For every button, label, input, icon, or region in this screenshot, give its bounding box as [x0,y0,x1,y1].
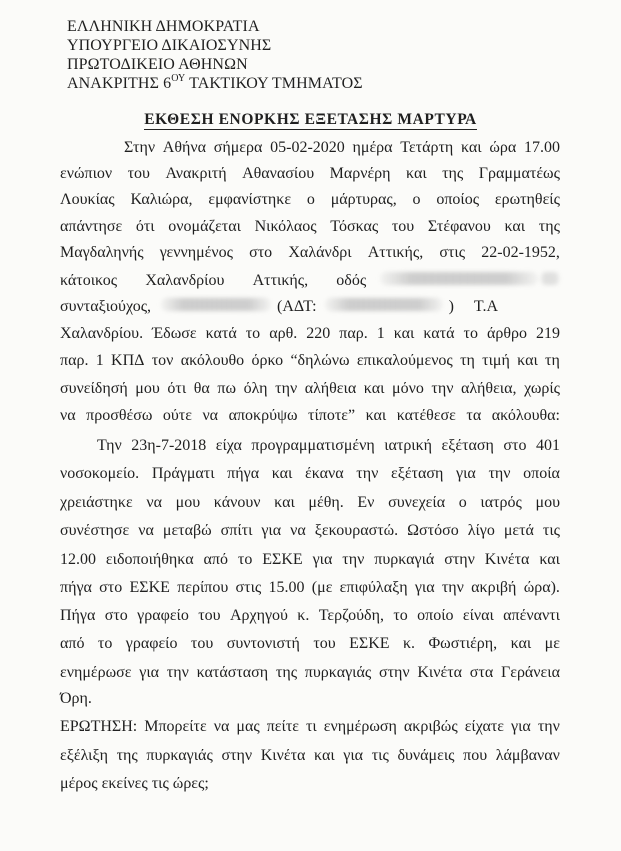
word: επιφύλαξη [339,579,408,596]
word: την [275,380,298,397]
word: από [203,551,228,568]
word: να [213,718,230,735]
word: εξέλιξη [60,747,108,764]
question-line [60,718,560,736]
word: Γεράνεια [500,664,560,681]
word: του [198,607,221,624]
word: 220 [306,325,331,342]
word: Στην [124,139,156,156]
word: Αθανασίου [242,165,315,182]
word: κατά [205,325,237,342]
word: την [441,579,464,596]
redaction-mark [161,298,271,311]
header-superscript: ΟΥ [171,72,186,84]
word: χρειάστηκε [60,494,133,511]
word: κ. [402,635,416,652]
word: 1 [95,352,104,369]
word: για [312,551,333,568]
word: Αττικής, [367,244,424,261]
header-line: ΥΠΟΥΡΓΕΙΟ ΔΙΚΑΙΟΣΥΝΗΣ [67,37,272,54]
word: και [517,352,538,369]
word: στα [469,664,494,681]
header-text: ΤΑΚΤΙΚΟΥ ΤΜΗΜΑΤΟΣ [185,75,363,92]
body-line [97,437,560,455]
word: Πήγα [60,607,96,624]
word: δυνάμεις [397,747,455,764]
word: στο [104,607,128,624]
word: αποκρύψω [228,407,298,424]
word: επικαλούμενος [356,352,453,369]
word: τον [151,352,174,369]
word: και [461,139,482,156]
word: “δηλώνω [290,352,350,369]
word: του [313,635,336,652]
body-line [60,607,560,625]
word: για [414,579,435,596]
word: και [504,218,526,235]
word: πείτε [266,718,299,735]
word: στις [235,579,262,596]
word: τις [371,747,389,764]
word: ονομάζεται [168,218,241,235]
body-line [60,579,560,597]
word: μου [135,380,160,397]
word: 219 [536,325,560,342]
word: ΕΣΚΕ [129,579,170,596]
word: σπίτι [220,522,253,539]
word: Μπορείτε [144,718,207,735]
word: της [538,218,560,235]
header-line: ΕΛΛΗΝΙΚΗ ΔΗΜΟΚΡΑΤΙΑ [67,18,260,35]
word: πυρκαγιάς [304,664,372,681]
word: για [456,465,476,482]
word: Κινέτα [260,747,306,764]
redaction-mark [325,298,443,311]
word: αλήθεια, [461,380,517,397]
word: συνέστησε [60,522,130,539]
body-line [60,325,560,343]
word: συνείδησή [60,380,128,397]
word: ιατρός [480,494,522,511]
question-line [60,747,560,765]
word: τη [545,352,560,369]
word: είναι [462,607,494,624]
word: μετά [503,522,534,539]
word: κ. [297,607,310,624]
word: μου [175,494,201,511]
word: ο [458,494,467,511]
word: ΕΣΚΕ [262,551,303,568]
word: ημέρα [352,139,393,156]
word: στο [249,244,273,261]
word: να [202,407,219,424]
word: στο [99,579,123,596]
word: μας [236,718,260,735]
word: στην [444,551,475,568]
word: το [393,607,408,624]
word: πήγα [60,579,92,596]
word: παρ. [339,325,368,342]
body-line [60,218,560,236]
word: Μαρνέρη [329,165,391,182]
word: 22-02-1952, [481,244,560,261]
word: για [139,664,160,681]
word: με [544,635,560,652]
word: πω [217,380,236,397]
word: περίπου [177,579,229,596]
word: πυρκαγιά [374,551,435,568]
body-line [60,244,560,262]
word: ο [306,191,315,208]
word: Χαλάνδρι [288,244,352,261]
word: Κινέτα [417,664,462,681]
word: Καλιώρα, [130,191,193,208]
word: τα [466,407,482,424]
word: της [116,747,138,764]
word: οδός [336,272,367,289]
word: ενημέρωση [323,718,397,735]
word: ότι [167,380,187,397]
line-text: μέρος εκείνες τις ώρες; [60,775,209,792]
word: Τετάρτη [400,139,454,156]
word: λάμβαναν [495,747,560,764]
police-dept-abbrev: Τ.Α [473,298,499,315]
word: έκανα [305,465,344,482]
occupation-text: συνταξιούχος, [60,298,152,315]
body-line [60,380,560,398]
word: για [261,522,282,539]
word: ούτε [162,407,192,424]
word: Κινέτα [484,551,530,568]
word: 05-02-2020 [270,139,345,156]
body-line [60,635,560,653]
word: (με [311,579,333,596]
word: κατέθεσε [396,407,456,424]
word: και [539,551,560,568]
word: εξέταση [390,465,444,482]
body-line [60,551,560,569]
word: απάντησε [60,218,123,235]
word: τίποτε” [308,407,356,424]
word: 23η-7-2018 [131,437,207,454]
word: και [406,165,427,182]
word: ΚΠΔ [111,352,145,369]
word: του [127,165,150,182]
word: ο [412,191,421,208]
word: τις [542,522,560,539]
word: ξεκουραστώ. [314,522,399,539]
word: να [138,522,154,539]
document-header [67,17,363,93]
body-line [60,272,560,290]
word: και [365,407,387,424]
word: και [363,380,385,397]
body-line [60,522,560,540]
word: θα [193,380,210,397]
word: 12.00 [60,551,96,568]
word: συντονιστή [226,635,300,652]
word: Φωστιέρη, [428,635,498,652]
word: στο [503,437,527,454]
word: ΕΡΩΤΗΣΗ: [60,718,138,735]
word: οποίο [417,607,454,624]
body-line [60,494,560,512]
word: την [166,664,189,681]
word: γραφείο [125,635,178,652]
word: να [290,522,306,539]
header-line: ΠΡΩΤΟΔΙΚΕΙΟ ΑΘΗΝΩΝ [67,56,248,73]
word: Ανακριτή [165,165,227,182]
word: 17.00 [523,139,560,156]
word: στην [221,747,253,764]
word: όρκο [251,352,284,369]
word: το [237,551,253,568]
word: μεταβώ [162,522,212,539]
word: και [510,635,532,652]
word: Τερζούδη, [318,607,384,624]
word: την [356,465,379,482]
word: μόνο [392,380,424,397]
word: Μαγδαληνής [60,244,144,261]
word: για [343,747,364,764]
word: 1 [376,325,385,342]
word: τι [306,718,317,735]
word: Έδωσε [152,325,197,342]
word: και [271,465,293,482]
word: παρ. [60,352,89,369]
line-words [60,272,366,290]
word: ακόλουθο [180,352,245,369]
word: για [511,718,531,735]
word: Αθήνα [162,139,206,156]
word: εξέταση [441,437,494,454]
word: μέθη. [308,494,344,511]
word: όλη [243,380,268,397]
header-line [67,74,363,93]
word: αρθ. [269,325,298,342]
word: άρθρο [486,325,527,342]
word: γεννημένος [159,244,233,261]
body-line [60,165,560,183]
word: πυρκαγιάς [146,747,213,764]
word: να [146,494,162,511]
word: την [342,551,365,568]
word: ακριβώς [403,718,458,735]
document-title [0,111,621,129]
word: ακόλουθα: [491,407,560,424]
word: 15.00 [268,579,305,596]
title-text: ΕΚΘΕΣΗ ΕΝΟΡΚΗΣ ΕΞΕΤΑΣΗΣ ΜΑΡΤΥΡΑ [144,111,477,128]
word: Χαλανδρίου. [60,325,144,342]
word: στις [439,244,466,261]
body-line [60,465,560,483]
word: Στέφανου [427,218,491,235]
word: της [442,165,464,182]
word: ειδοποιήθηκα [105,551,194,568]
body-line [60,690,560,708]
word: σήμερα [213,139,263,156]
body-line [60,407,560,425]
body-line [60,191,560,209]
word: γραφείο [137,607,189,624]
word: Λουκίας [60,191,115,208]
body-line [60,352,560,370]
word: είχατε [464,718,505,735]
word: προγραμματισμένη [251,437,375,454]
word: Εν [357,494,375,511]
word: προσθέσω [86,407,153,424]
word: πήγα [227,465,260,482]
word: Νικόλαος [254,218,317,235]
word: ενημέρωσε [60,664,132,681]
header-text: ΑΝΑΚΡΙΤΗΣ 6 [67,75,172,92]
word: της [275,664,298,681]
word: Χαλανδρίου [145,272,225,289]
word: του [391,218,415,235]
word: στην [378,664,410,681]
word: Αττικής, [252,272,309,289]
word: συνεχεία [388,494,446,511]
word: και [393,325,415,342]
word: νοσοκομείο. [60,465,140,482]
id-label: (ΑΔΤ: [277,298,317,315]
word: να [60,407,76,424]
redaction-mark [540,272,560,285]
word: Πράγματι [151,465,215,482]
word: Την [97,437,122,454]
word: του [190,635,214,652]
word: κάνουν [213,494,261,511]
body-line [60,298,560,316]
word: ΕΣΚΕ [349,635,390,652]
word: ακριβή [471,579,517,596]
word: την [488,465,511,482]
word: ενώπιον [60,165,113,182]
word: και [274,494,295,511]
word: κατά [423,325,455,342]
word: Ωστόσο [407,522,459,539]
word: ώρα). [523,579,560,596]
word: από [60,635,85,652]
word: οποίος [436,191,480,208]
word: την [537,718,560,735]
word: κατάσταση [196,664,269,681]
word: εμφανίστηκε [208,191,292,208]
word: μου [535,494,560,511]
word: ερωτηθείς [494,191,560,208]
word: το [97,635,113,652]
question-line [60,775,560,793]
word: κάτοικος [60,272,118,289]
word: ιατρική [384,437,433,454]
word: και [314,747,335,764]
word: τιμή [482,352,510,369]
word: τη [460,352,475,369]
word: 401 [535,437,560,454]
word: το [245,325,261,342]
word: λίγο [467,522,495,539]
word: Τόσκας [330,218,379,235]
word: το [463,325,478,342]
word: είχα [215,437,242,454]
word: Γραμματέως [478,165,560,182]
word: οποία [523,465,560,482]
closing-paren: ) [448,298,454,315]
word: Αρχηγού [229,607,288,624]
word: απέναντι [503,607,560,624]
word: αλήθεια [304,380,357,397]
word: μάρτυρας, [330,191,397,208]
line-text: Όρη. [60,690,92,707]
body-line [60,664,560,682]
word: την [431,380,454,397]
redaction-mark [380,272,538,285]
word: που [463,747,488,764]
word: ότι [135,218,155,235]
word: ώρα [489,139,517,156]
word: χωρίς [524,380,560,397]
body-line [124,139,560,157]
